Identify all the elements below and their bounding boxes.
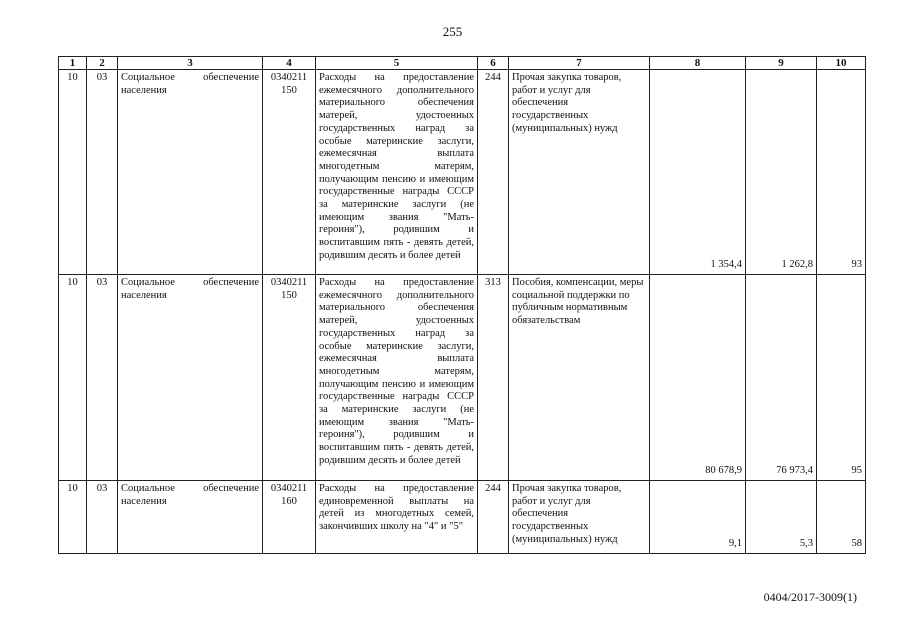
- amount-cell: 5,3: [746, 481, 817, 554]
- column-header: 3: [118, 57, 263, 70]
- expense-type-name-cell: Прочая закупка товаров, работ и услуг для обеспечения государственных (муниципальных) нужд: [509, 70, 650, 275]
- column-header: 6: [478, 57, 509, 70]
- column-header: 1: [59, 57, 87, 70]
- percent-cell: 93: [817, 70, 866, 275]
- section-name-cell: Социальное обеспечение населения: [118, 275, 263, 481]
- header-row: [59, 57, 866, 70]
- page-number: 255: [442, 24, 463, 39]
- table-row: [59, 275, 866, 481]
- table-row: [59, 481, 866, 554]
- column-header: 7: [509, 57, 650, 70]
- target-article-cell: 0340211 150: [263, 275, 316, 481]
- expense-type-code-cell: 313: [478, 275, 509, 481]
- amount-cell: 1 354,4: [650, 70, 746, 275]
- subsection-cell: 03: [87, 70, 118, 275]
- amount-cell: 76 973,4: [746, 275, 817, 481]
- subsection-cell: 03: [87, 275, 118, 481]
- budget-table: [58, 56, 866, 554]
- expense-type-name-cell: Прочая закупка товаров, работ и услуг для обеспечения государственных (муниципальных) нужд: [509, 481, 650, 554]
- column-header: 2: [87, 57, 118, 70]
- amount-cell: 80 678,9: [650, 275, 746, 481]
- column-header: 10: [817, 57, 866, 70]
- expense-type-code-cell: 244: [478, 481, 509, 554]
- section-cell: 10: [59, 481, 87, 554]
- expense-type-name-cell: Пособия, компенсации, меры социальной поддержки по публичным нормативным обязательствам: [509, 275, 650, 481]
- document-code: 0404/2017-3009(1): [763, 590, 857, 604]
- table-row: [59, 70, 866, 275]
- percent-cell: 58: [817, 481, 866, 554]
- expense-description-cell: Расходы на предоставление ежемесячного дополнительного материального обеспечения матерей, удостоенных государственных наград за особые материнские заслуги, ежемесячная выплата многодетным матерям, получающим пенсию и имеющим государственные награды СССР за материнские заслуги (не имеющим звания "Мать-героиня"), родившим и воспитавшим пять - девять детей, родившим десять и более детей: [316, 275, 478, 481]
- section-name-cell: Социальное обеспечение населения: [118, 70, 263, 275]
- column-header: 9: [746, 57, 817, 70]
- expense-description-cell: Расходы на предоставление единовременной выплаты на детей из многодетных семей, закончивших школу на "4" и "5": [316, 481, 478, 554]
- column-header: 8: [650, 57, 746, 70]
- expense-type-code-cell: 244: [478, 70, 509, 275]
- target-article-cell: 0340211 160: [263, 481, 316, 554]
- section-name-cell: Социальное обеспечение населения: [118, 481, 263, 554]
- column-header: 5: [316, 57, 478, 70]
- subsection-cell: 03: [87, 481, 118, 554]
- expense-description-cell: Расходы на предоставление ежемесячного дополнительного материального обеспечения матерей, удостоенных государственных наград за особые материнские заслуги, ежемесячная выплата многодетным матерям, получающим пенсию и имеющим государственные награды СССР за материнские заслуги (не имеющим звания "Мать-героиня"), родившим и воспитавшим пять - девять детей, родившим десять и более детей: [316, 70, 478, 275]
- amount-cell: 1 262,8: [746, 70, 817, 275]
- section-cell: 10: [59, 70, 87, 275]
- column-header: 4: [263, 57, 316, 70]
- percent-cell: 95: [817, 275, 866, 481]
- amount-cell: 9,1: [650, 481, 746, 554]
- section-cell: 10: [59, 275, 87, 481]
- target-article-cell: 0340211 150: [263, 70, 316, 275]
